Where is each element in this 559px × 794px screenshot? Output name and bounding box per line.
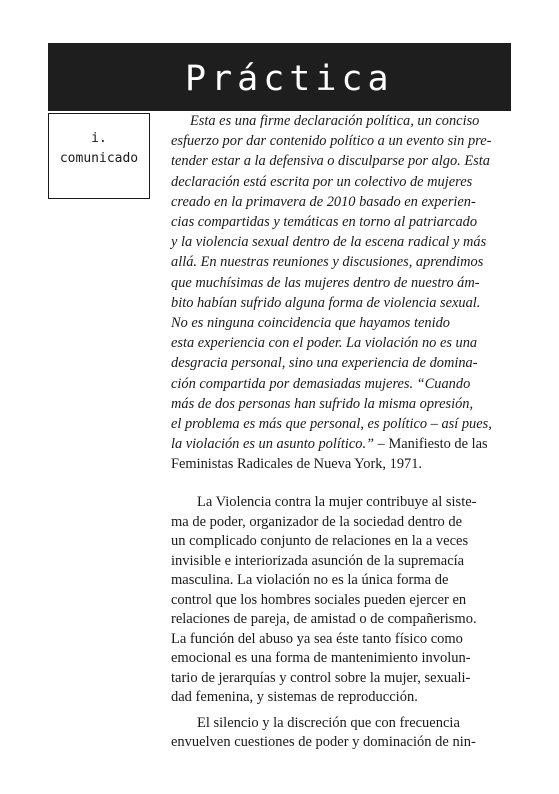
body-text	[171, 493, 477, 753]
quote-line: bito habían sufrido alguna forma de violencia sexual.	[171, 294, 481, 311]
epigraph-quote	[171, 111, 492, 475]
quote-line: allá. En nuestras reuniones y discusiones, aprendimos	[171, 254, 484, 271]
quote-line: No es ninguna coincidencia que hayamos tenido	[171, 315, 450, 332]
quote-line: el problema es más que personal, es político – así pues,	[171, 416, 492, 433]
quote-line-final	[171, 434, 492, 454]
page-title: Práctica	[185, 59, 394, 99]
quote-line: y la violencia sexual dentro de la escena radical y más	[171, 234, 487, 251]
quote-attribution: – Manifiesto de las	[374, 436, 488, 453]
body-line: La Violencia contra la mujer contribuye al siste-	[197, 494, 477, 510]
body-line: dad femenina, y sistemas de reproducción.	[171, 689, 418, 705]
quote-line: cias compartidas y temáticas en torno al patriarcado	[171, 214, 478, 231]
quote-line: la violación es un asunto político.”	[171, 436, 375, 453]
quote-line: creado en la primavera de 2010 basado en experien-	[171, 193, 476, 210]
body-line: relaciones de pareja, de amistad o de compañerismo.	[171, 611, 477, 627]
section-label-box	[48, 113, 150, 199]
quote-line: esfuerzo por dar contenido político a un evento sin pre-	[171, 133, 492, 150]
section-label: comunicado	[59, 151, 139, 166]
body-line: La función del abuso ya sea éste tanto físico como	[171, 630, 463, 647]
body-line: envuelven cuestiones de poder y dominación de nin-	[171, 734, 476, 750]
body-line: un complicado conjunto de relaciones en la a veces	[171, 533, 469, 549]
quote-line: declaración está escrita por un colectivo de mujeres	[171, 173, 473, 190]
body-line: El silencio y la discreción que con frecuencia	[197, 714, 460, 731]
quote-line: ción compartida por demasiadas mujeres. “Cuando	[171, 375, 471, 392]
body-line: masculina. La violación no es la única forma de	[171, 572, 449, 588]
quote-line: que muchísimas de las mujeres dentro de nuestro ám-	[171, 274, 480, 291]
quote-attribution-source: Feministas Radicales de Nueva York, 1971.	[171, 456, 423, 473]
quote-line: Esta es una firme declaración política, un conciso	[190, 113, 480, 129]
body-line: ma de poder, organizador de la sociedad dentro de	[171, 513, 463, 530]
quote-line: más de dos personas han sufrido la misma opresión,	[171, 395, 474, 412]
quote-line: desgracia personal, sino una experiencia de domina-	[171, 355, 478, 372]
body-line: control que los hombres sociales pueden ejercer en	[171, 591, 467, 608]
body-line: invisible e interiorizada asunción de la supremacía	[171, 552, 465, 569]
quote-line: esta experiencia con el poder. La violación no es una	[171, 335, 478, 352]
quote-line: tender estar a la defensiva o disculparse por algo. Esta	[171, 153, 490, 170]
body-line: tario de jerarquías y control sobre la mujer, sexuali-	[171, 669, 471, 686]
section-number: i.	[91, 131, 107, 146]
body-line: emocional es una forma de mantenimiento involun-	[171, 650, 471, 666]
